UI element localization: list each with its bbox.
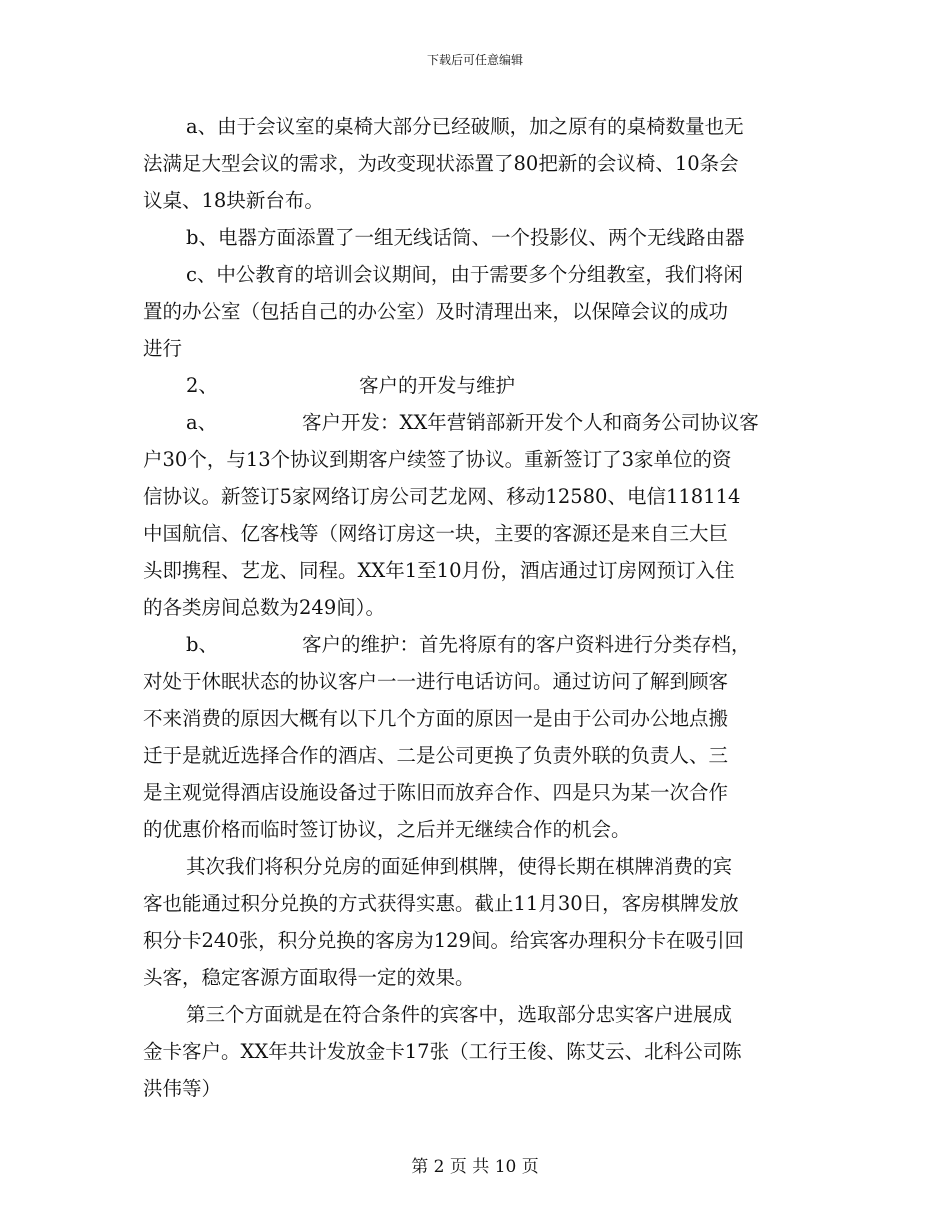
section-title: 客户的开发与维护 bbox=[359, 374, 516, 397]
body-line: 金卡客户。XX年共计发放金卡17张（工行王俊、陈艾云、北科公司陈 bbox=[143, 1040, 742, 1063]
body-line: 户30个，与13个协议到期客户续签了协议。重新签订了3家单位的资 bbox=[143, 448, 732, 471]
body-line: 中国航信、亿客栈等（网络订房这一块，主要的客源还是来自三大巨 bbox=[143, 522, 729, 545]
body-line: 信协议。新签订5家网络订房公司艺龙网、移动12580、电信118114 bbox=[143, 485, 741, 508]
body-line: 法满足大型会议的需求，为改变现状添置了80把新的会议椅、10条会 bbox=[143, 152, 739, 175]
body-line: 头即携程、艺龙、同程。XX年1至10月份，酒店通过订房网预订入住 bbox=[143, 559, 735, 582]
body-line: 的各类房间总数为249间）。 bbox=[143, 596, 385, 619]
body-line: b、电器方面添置了一组无线话筒、一个投影仪、两个无线路由器 bbox=[186, 226, 745, 249]
item-a-marker: a、 bbox=[186, 411, 218, 434]
body-line: 洪伟等） bbox=[143, 1077, 222, 1100]
body-line: 置的办公室（包括自己的办公室）及时清理出来，以保障会议的成功 bbox=[143, 300, 729, 323]
body-line: 议桌、18块新台布。 bbox=[143, 189, 324, 212]
page-number: 第 2 页 共 10 页 bbox=[411, 1157, 539, 1177]
page-header-note: 下载后可任意编辑 bbox=[426, 53, 523, 67]
body-line: 头客，稳定客源方面取得一定的效果。 bbox=[143, 966, 475, 989]
body-line: 是主观觉得酒店设施设备过于陈旧而放弃合作、四是只为某一次合作 bbox=[143, 781, 729, 804]
body-line: 进行 bbox=[143, 337, 183, 360]
body-line: 积分卡240张，积分兑换的客房为129间。给宾客办理积分卡在吸引回 bbox=[143, 929, 744, 952]
body-line: c、中公教育的培训会议期间，由于需要多个分组教室，我们将闲 bbox=[186, 263, 743, 286]
item-b-text: 客户的维护：首先将原有的客户资料进行分类存档， bbox=[302, 633, 751, 656]
item-b-marker: b、 bbox=[186, 633, 218, 656]
body-line: a、由于会议室的桌椅大部分已经破顺，加之原有的桌椅数量也无 bbox=[186, 115, 744, 138]
body-line: 迁于是就近选择合作的酒店、二是公司更换了负责外联的负责人、三 bbox=[143, 744, 729, 767]
section-heading bbox=[143, 367, 813, 404]
body-line: 客也能通过积分兑换的方式获得实惠。截止11月30日，客房棋牌发放 bbox=[143, 892, 739, 915]
item-a-text: 客户开发：XX年营销部新开发个人和商务公司协议客 bbox=[302, 411, 759, 434]
body-line: 其次我们将积分兑房的面延伸到棋牌，使得长期在棋牌消费的宾 bbox=[186, 855, 733, 878]
body-line: 的优惠价格而临时签订协议，之后并无继续合作的机会。 bbox=[143, 818, 631, 841]
body-line: 不来消费的原因大概有以下几个方面的原因一是由于公司办公地点搬 bbox=[143, 707, 729, 730]
document-body bbox=[143, 108, 813, 1107]
section-number: 2、 bbox=[186, 374, 218, 397]
body-line: 对处于休眠状态的协议客户一一进行电话访问。通过访问了解到顾客 bbox=[143, 670, 729, 693]
item-a-first-line bbox=[143, 404, 813, 441]
item-b-first-line bbox=[143, 626, 813, 663]
body-line: 第三个方面就是在符合条件的宾客中，选取部分忠实客户进展成 bbox=[186, 1003, 733, 1026]
